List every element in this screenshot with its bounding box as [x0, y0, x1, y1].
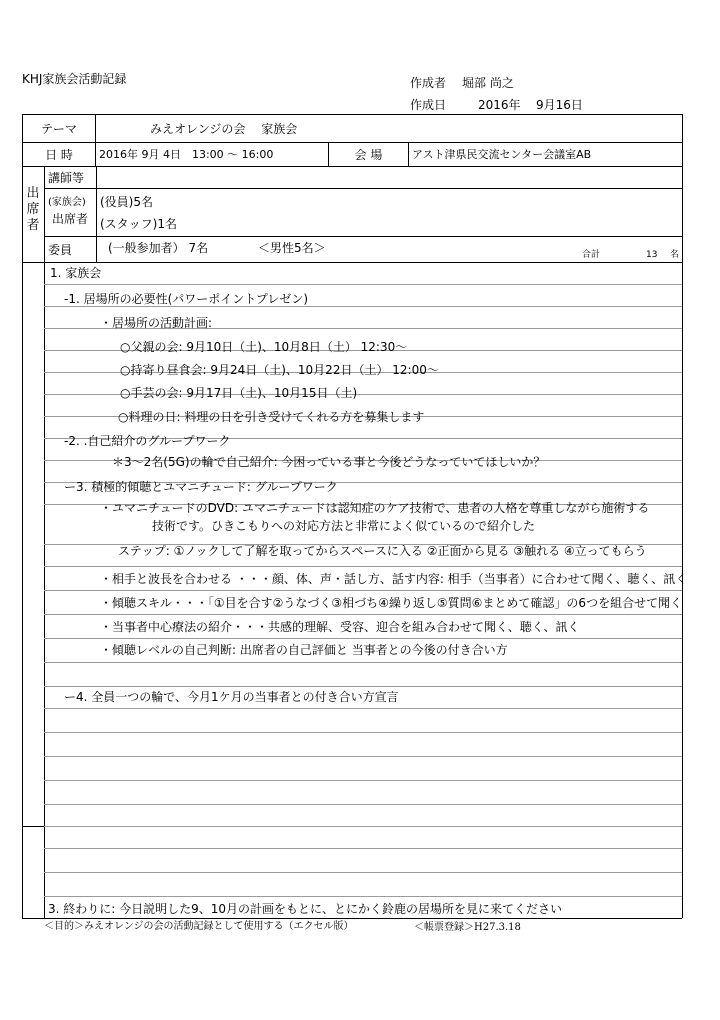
item-1-fathers: ○父親の会: 9月10日（土)、10月8日（土） 12:30～: [120, 340, 408, 354]
item-3-heading: ー3. 積極的傾聴とユマニチュード: グループワーク: [64, 480, 338, 494]
author-name: 堀部 尚之: [462, 76, 514, 90]
item-3-dvd-cont: 技術です。ひきこもりへの対応方法と非常によく似ているので紹介した: [152, 519, 536, 533]
theme-label: テーマ: [40, 121, 77, 136]
officers-count: (役員)5名: [100, 195, 153, 209]
created-date-year: 2016年: [478, 98, 521, 112]
section-family-meeting: 1. 家族会: [50, 266, 102, 280]
item-1-crafts: ○手芸の会: 9月17日（土)、10月15日（土): [120, 386, 358, 400]
general-participants: (一般参加者） 7名: [108, 240, 209, 255]
created-date-label: 作成日: [410, 98, 447, 112]
item-1-plan: ・居場所の活動計画:: [100, 316, 213, 330]
section-closing: 3. 終わりに: 今日説明した9、10月の計画をもとに、とにかく鈴鹿の居場所を見に来てください: [48, 902, 563, 916]
total-unit: 名: [670, 250, 680, 260]
total-label: 合計: [582, 250, 601, 260]
male-participants: ＜男性5名＞: [258, 240, 326, 255]
item-3-steps: ステップ: ①ノックして了解を取ってからスペースに入る ②正面から見る ③触れる ④立ってもらう: [118, 544, 647, 558]
item-1-cooking: ○料理の日: 料理の日を引き受けてくれる方を募集します: [118, 410, 425, 424]
item-3-listening-skill: ・傾聴スキル・・・「①目を合す②うなづく③相づち④繰り返し⑤質問⑥まとめて確認」の6つを組合せて聞く: [100, 596, 683, 610]
members-label: 委員: [48, 242, 73, 257]
item-1-heading: -1. 居場所の必要性(パワーポイントプレゼン): [64, 292, 309, 306]
family-attendees-label: 出席者: [52, 212, 89, 226]
datetime-value: 2016年 9月 4日 13:00 ～ 16:00: [99, 147, 274, 161]
footer-registration: ＜帳票登録＞H27.3.18: [414, 922, 521, 933]
venue-value: アスト津県民交流センター会議室AB: [412, 147, 592, 161]
instructors-label: 講師等: [48, 170, 85, 185]
document-title: KHJ家族会活動記録: [22, 72, 127, 86]
attendees-vertical-label: 出席者: [26, 186, 40, 233]
datetime-label: 日 時: [45, 147, 73, 162]
item-3-self-assessment: ・傾聴レベルの自己判断: 出席者の自己評価と 当事者との今後の付き合い方: [100, 643, 508, 657]
item-2-detail: ＊3～2名(5G)の輪で自己紹介: 今困っている事と今後どうなっていてほしいか？: [112, 455, 546, 469]
footer-purpose: ＜目的＞みえオレンジの会の活動記録として使用する（エクセル版）: [44, 921, 354, 932]
item-1-lunch: ○持寄り昼食会: 9月24日（土)、10月22日（土） 12:00～: [120, 363, 439, 377]
staff-count: (スタッフ)1名: [100, 217, 177, 231]
total-value: 13: [646, 250, 658, 260]
item-2-heading: -2. .自己紹介のグループワーク: [64, 434, 231, 448]
item-4-heading: ー4. 全員一つの輪で、今月1ケ月の当事者との付き合い方宣言: [64, 690, 399, 704]
item-3-wavelength: ・相手と波長を合わせる ・・・顔、体、声・話し方、話す内容: 相手（当事者）に合わせて聞く、聴く、訊く: [100, 572, 688, 586]
author-label: 作成者: [410, 76, 447, 90]
family-label: (家族会): [48, 197, 86, 208]
item-3-dvd: ・ユマニチュードのDVD: ユマニチュードは認知症のケア技術で、患者の人格を尊重しながら施術する: [100, 501, 650, 515]
created-date-day: 9月16日: [536, 98, 583, 112]
item-3-client-centered: ・当事者中心療法の紹介・・・共感的理解、受容、迎合を組み合わせて聞く、聴く、訊く: [100, 620, 580, 634]
venue-label: 会 場: [354, 147, 383, 162]
theme-value: みえオレンジの会 家族会: [150, 121, 298, 136]
